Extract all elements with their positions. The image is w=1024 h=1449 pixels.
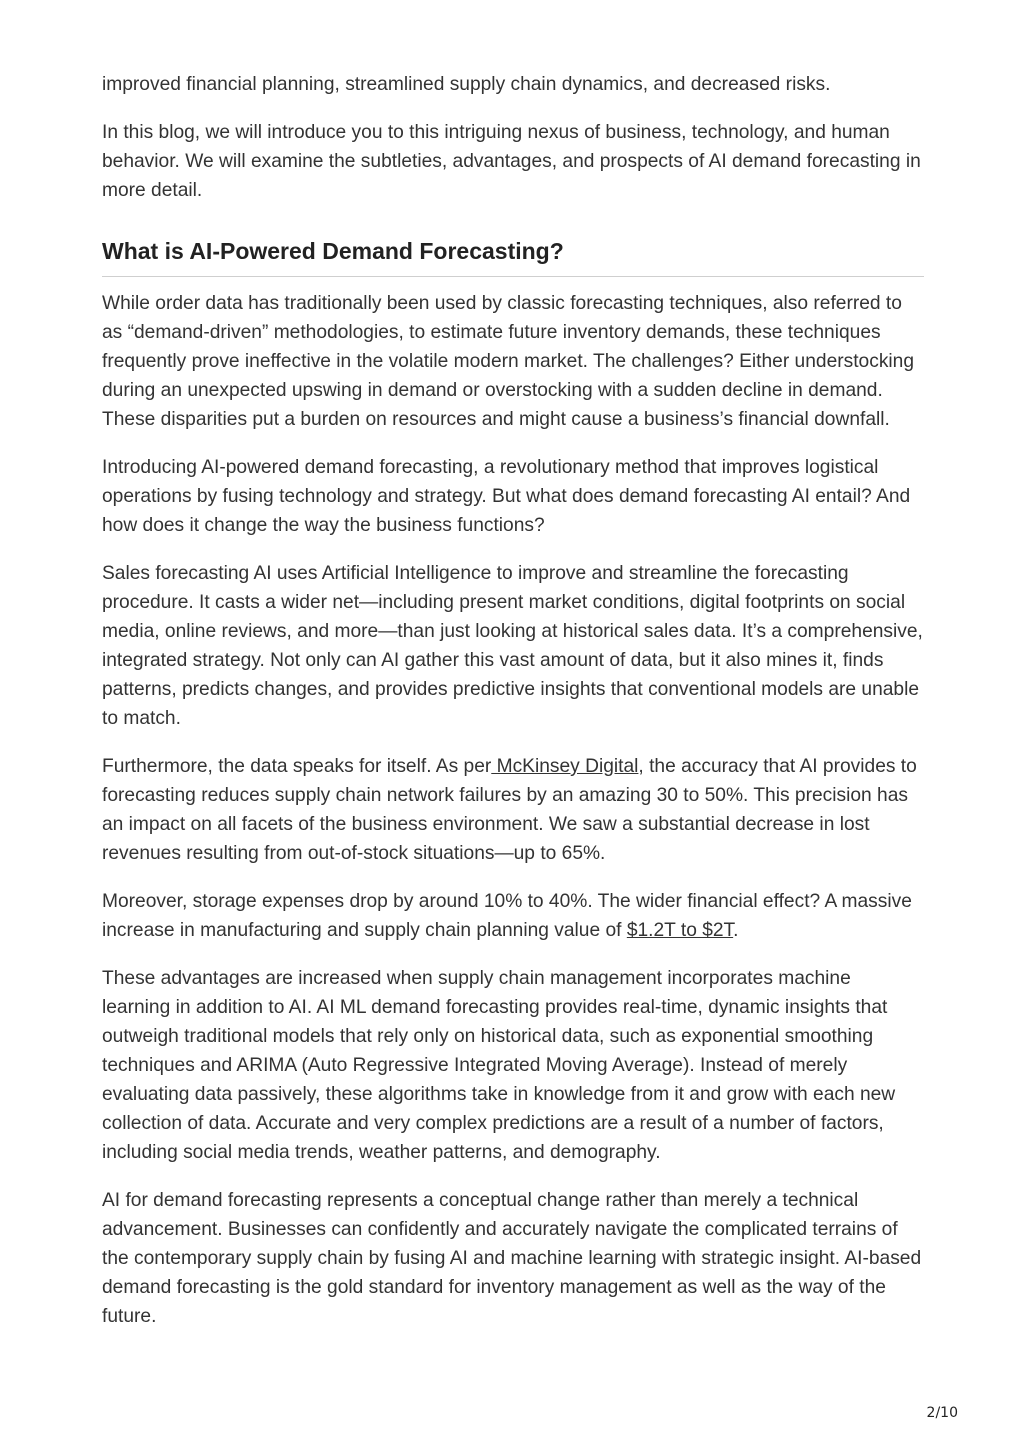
intro-paragraph-continuation: improved financial planning, streamlined supply chain dynamics, and decreased risks. [102,74,831,95]
paragraph-5-text-before: Moreover, storage expenses drop by around 10% to 40%. The wider financial effect? A massive increase in manufacturing and supply chain planning value of [102,891,912,941]
document-page [102,70,924,1350]
paragraph-4-text-before: Furthermore, the data speaks for itself. As per [102,756,492,777]
paragraph-5-text-after: . [733,920,739,941]
section-heading: What is AI-Powered Demand Forecasting? [102,234,924,277]
value-range-link[interactable]: $1.2T to $2T [626,920,734,941]
intro-paragraph: In this blog, we will introduce you to this intriguing nexus of business, technology, and human behavior. We will examine the subtleties, advantages, and prospects of AI demand forecasting in more detail. [102,122,921,201]
section-paragraph-6: These advantages are increased when supply chain management incorporates machine learning in addition to AI. AI ML demand forecasting provides real-time, dynamic insights that outweigh traditional models that rely only on historical data, such as exponential smoothing techniques and ARIMA (Auto Regressive Integrated Moving Average). Instead of merely evaluating data passively, these algorithms take in knowledge from it and grow with each new collection of data. Accurate and very complex predictions are a result of a number of factors, including social media trends, weather patterns, and demography. [102,968,896,1163]
mckinsey-digital-link[interactable]: McKinsey Digital [491,756,639,777]
section-paragraph-5 [102,887,924,945]
page-number: 2/10 [926,1405,958,1421]
paragraph-4-text-after: , the accuracy that AI provides to forecasting reduces supply chain network failures by an amazing 30 to 50%. This precision has an impact on all facets of the business environment. We saw a substantial decrease in lost revenues resulting from out-of-stock situations—up to 65%. [102,756,917,864]
section-paragraph-4 [102,752,924,868]
section-paragraph-3: Sales forecasting AI uses Artificial Intelligence to improve and streamline the forecasting procedure. It casts a wider net—including present market conditions, digital footprints on social media, online reviews, and more—than just looking at historical sales data. It’s a comprehensive, integrated strategy. Not only can AI gather this vast amount of data, but it also mines it, finds patterns, predicts changes, and provides predictive insights that conventional models are unable to match. [102,563,923,729]
section-paragraph-2: Introducing AI-powered demand forecasting, a revolutionary method that improves logistical operations by fusing technology and strategy. But what does demand forecasting AI entail? And how does it change the way the business functions? [102,457,911,536]
section-paragraph-1: While order data has traditionally been used by classic forecasting techniques, also referred to as “demand-driven” methodologies, to estimate future inventory demands, these techniques frequently prove ineffective in the volatile modern market. The challenges? Either understocking during an unexpected upswing in demand or overstocking with a sudden decline in demand. These disparities put a burden on resources and might cause a business’s financial downfall. [102,293,915,430]
section-paragraph-7: AI for demand forecasting represents a conceptual change rather than merely a technical advancement. Businesses can confidently and accurately navigate the complicated terrains of the contemporary supply chain by fusing AI and machine learning with strategic insight. AI-based demand forecasting is the gold standard for inventory management as well as the way of the future. [102,1190,922,1327]
